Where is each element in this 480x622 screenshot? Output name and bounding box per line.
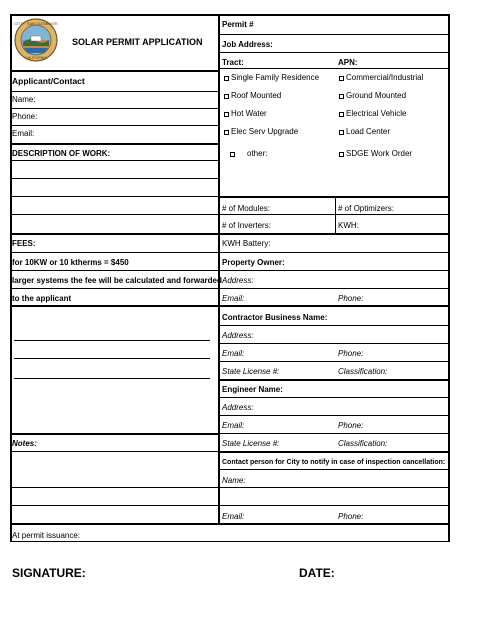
- checkbox-ground-mounted[interactable]: [339, 91, 406, 101]
- job-address-field[interactable]: [270, 36, 444, 51]
- divider: [14, 378, 210, 379]
- applicant-name-label: Name:: [12, 95, 36, 104]
- checkbox-load-center[interactable]: [339, 127, 390, 137]
- checkbox-hot-water[interactable]: [224, 109, 267, 119]
- engineer-name-label: Engineer Name:: [222, 385, 283, 394]
- divider: [10, 433, 218, 435]
- checkbox-icon: [224, 130, 229, 135]
- divider: [218, 415, 448, 416]
- checkbox-icon: [339, 152, 344, 157]
- property-owner-label: Property Owner:: [222, 258, 285, 267]
- checkbox-electrical-vehicle[interactable]: [339, 109, 406, 119]
- checkbox-label: Commercial/Industrial: [346, 73, 424, 82]
- city-seal-logo: [14, 18, 58, 62]
- checkbox-label: Ground Mounted: [346, 91, 407, 100]
- permit-number-field[interactable]: [262, 17, 444, 32]
- job-address-label: Job Address:: [222, 40, 273, 49]
- contact-name-label: Name:: [222, 476, 246, 485]
- contractor-business-label: Contractor Business Name:: [222, 313, 328, 322]
- divider: [10, 305, 218, 307]
- contractor-phone-label: Phone:: [338, 349, 364, 358]
- divider: [218, 214, 448, 215]
- checkbox-label: Single Family Residence: [231, 73, 320, 82]
- divider: [10, 505, 218, 506]
- checkbox-commercial[interactable]: [339, 73, 423, 83]
- divider: [218, 34, 448, 35]
- divider: [218, 343, 448, 344]
- checkbox-icon: [230, 152, 235, 157]
- divider: [14, 340, 210, 341]
- kwh-battery-label: KWH Battery:: [222, 239, 271, 248]
- divider: [10, 541, 450, 542]
- owner-address-label: Address:: [222, 276, 254, 285]
- checkbox-icon: [224, 76, 229, 81]
- checkbox-single-family[interactable]: [224, 73, 319, 83]
- engineer-address-label: Address:: [222, 403, 254, 412]
- svg-text:CITY · SAN CLEMENTE: CITY · SAN CLEMENTE: [14, 21, 58, 26]
- checkbox-sdge-work-order[interactable]: [339, 149, 412, 159]
- optimizers-label: # of Optimizers:: [338, 204, 395, 213]
- date-field[interactable]: [338, 562, 446, 580]
- divider: [218, 433, 448, 434]
- divider: [218, 252, 448, 253]
- contact-phone-label: Phone:: [338, 512, 364, 521]
- divider: [10, 70, 218, 72]
- owner-email-label: Email:: [222, 294, 245, 303]
- top-border-right: [218, 14, 448, 16]
- checkbox-label: SDGE Work Order: [346, 149, 413, 158]
- engineer-license-label: State License #:: [222, 439, 280, 448]
- fee-line-1: for 10KW or 10 ktherms = $450: [12, 258, 129, 267]
- divider: [10, 523, 450, 525]
- divider: [218, 52, 448, 53]
- divider: [218, 305, 448, 307]
- kwh-label: KWH:: [338, 221, 359, 230]
- engineer-email-label: Email:: [222, 421, 245, 430]
- checkbox-icon: [339, 130, 344, 135]
- divider: [218, 68, 448, 69]
- apn-label: APN:: [338, 58, 358, 67]
- applicant-email-label: Email:: [12, 129, 35, 138]
- checkbox-label: Hot Water: [231, 109, 267, 118]
- engineer-phone-label: Phone:: [338, 421, 364, 430]
- checkbox-label: Elec Serv Upgrade: [231, 127, 299, 136]
- fee-line-2: larger systems the fee will be calculated and forwarded: [12, 276, 222, 285]
- checkbox-label: other:: [247, 149, 268, 158]
- checkbox-roof-mounted[interactable]: [224, 91, 281, 101]
- divider: [10, 143, 218, 145]
- contractor-license-label: State License #:: [222, 367, 280, 376]
- contractor-address-label: Address:: [222, 331, 254, 340]
- applicant-phone-label: Phone:: [12, 112, 38, 121]
- checkbox-icon: [224, 94, 229, 99]
- right-border: [448, 14, 450, 541]
- divider: [218, 288, 448, 289]
- divider: [10, 288, 218, 289]
- notes-label: Notes:: [12, 439, 37, 448]
- divider: [218, 451, 448, 453]
- modules-label: # of Modules:: [222, 204, 271, 213]
- permit-number-label: Permit #: [222, 20, 254, 29]
- divider: [10, 233, 218, 235]
- inverters-label: # of Inverters:: [222, 221, 271, 230]
- divider: [218, 505, 448, 506]
- engineer-classification-label: Classification:: [338, 439, 388, 448]
- checkbox-label: Roof Mounted: [231, 91, 282, 100]
- divider: [10, 252, 218, 253]
- description-of-work-label: DESCRIPTION OF WORK:: [12, 149, 111, 158]
- svg-text:CALIFORNIA: CALIFORNIA: [25, 56, 47, 60]
- fees-label: FEES:: [12, 239, 36, 248]
- contractor-email-label: Email:: [222, 349, 245, 358]
- owner-phone-label: Phone:: [338, 294, 364, 303]
- contact-email-label: Email:: [222, 512, 245, 521]
- divider: [218, 196, 448, 198]
- contact-city-label: Contact person for City to notify in case of inspection cancellation:: [222, 459, 446, 466]
- form-title: SOLAR PERMIT APPLICATION: [72, 37, 203, 47]
- fee-line-3: to the applicant: [12, 294, 72, 303]
- contractor-classification-label: Classification:: [338, 367, 388, 376]
- top-border-left: [10, 14, 218, 16]
- checkbox-icon: [224, 112, 229, 117]
- date-label: DATE:: [299, 566, 335, 580]
- checkbox-icon: [339, 76, 344, 81]
- applicant-phone-field[interactable]: [40, 109, 214, 124]
- checkbox-label: Electrical Vehicle: [346, 109, 407, 118]
- checkbox-other[interactable]: [230, 149, 267, 159]
- divider: [218, 270, 448, 271]
- divider: [218, 487, 448, 488]
- at-permit-issuance-label: At permit issuance:: [12, 531, 81, 540]
- signature-field[interactable]: [84, 562, 284, 580]
- divider: [218, 233, 448, 235]
- divider: [10, 270, 218, 271]
- applicant-email-field[interactable]: [40, 126, 214, 141]
- checkbox-icon: [339, 112, 344, 117]
- divider: [14, 358, 210, 359]
- divider: [218, 361, 448, 362]
- tract-label: Tract:: [222, 58, 244, 67]
- column-divider: [218, 14, 220, 524]
- divider: [218, 325, 448, 326]
- signature-label: SIGNATURE:: [12, 566, 86, 580]
- divider: [218, 397, 448, 398]
- checkbox-label: Load Center: [346, 127, 391, 136]
- applicant-contact-label: Applicant/Contact: [12, 76, 85, 86]
- checkbox-icon: [339, 94, 344, 99]
- applicant-name-field[interactable]: [40, 92, 214, 107]
- divider: [218, 379, 448, 381]
- divider: [335, 196, 336, 233]
- notes-field[interactable]: [12, 452, 216, 504]
- divider: [218, 469, 448, 470]
- description-of-work-field[interactable]: [12, 161, 216, 231]
- checkbox-elec-serv-upgrade[interactable]: [224, 127, 298, 137]
